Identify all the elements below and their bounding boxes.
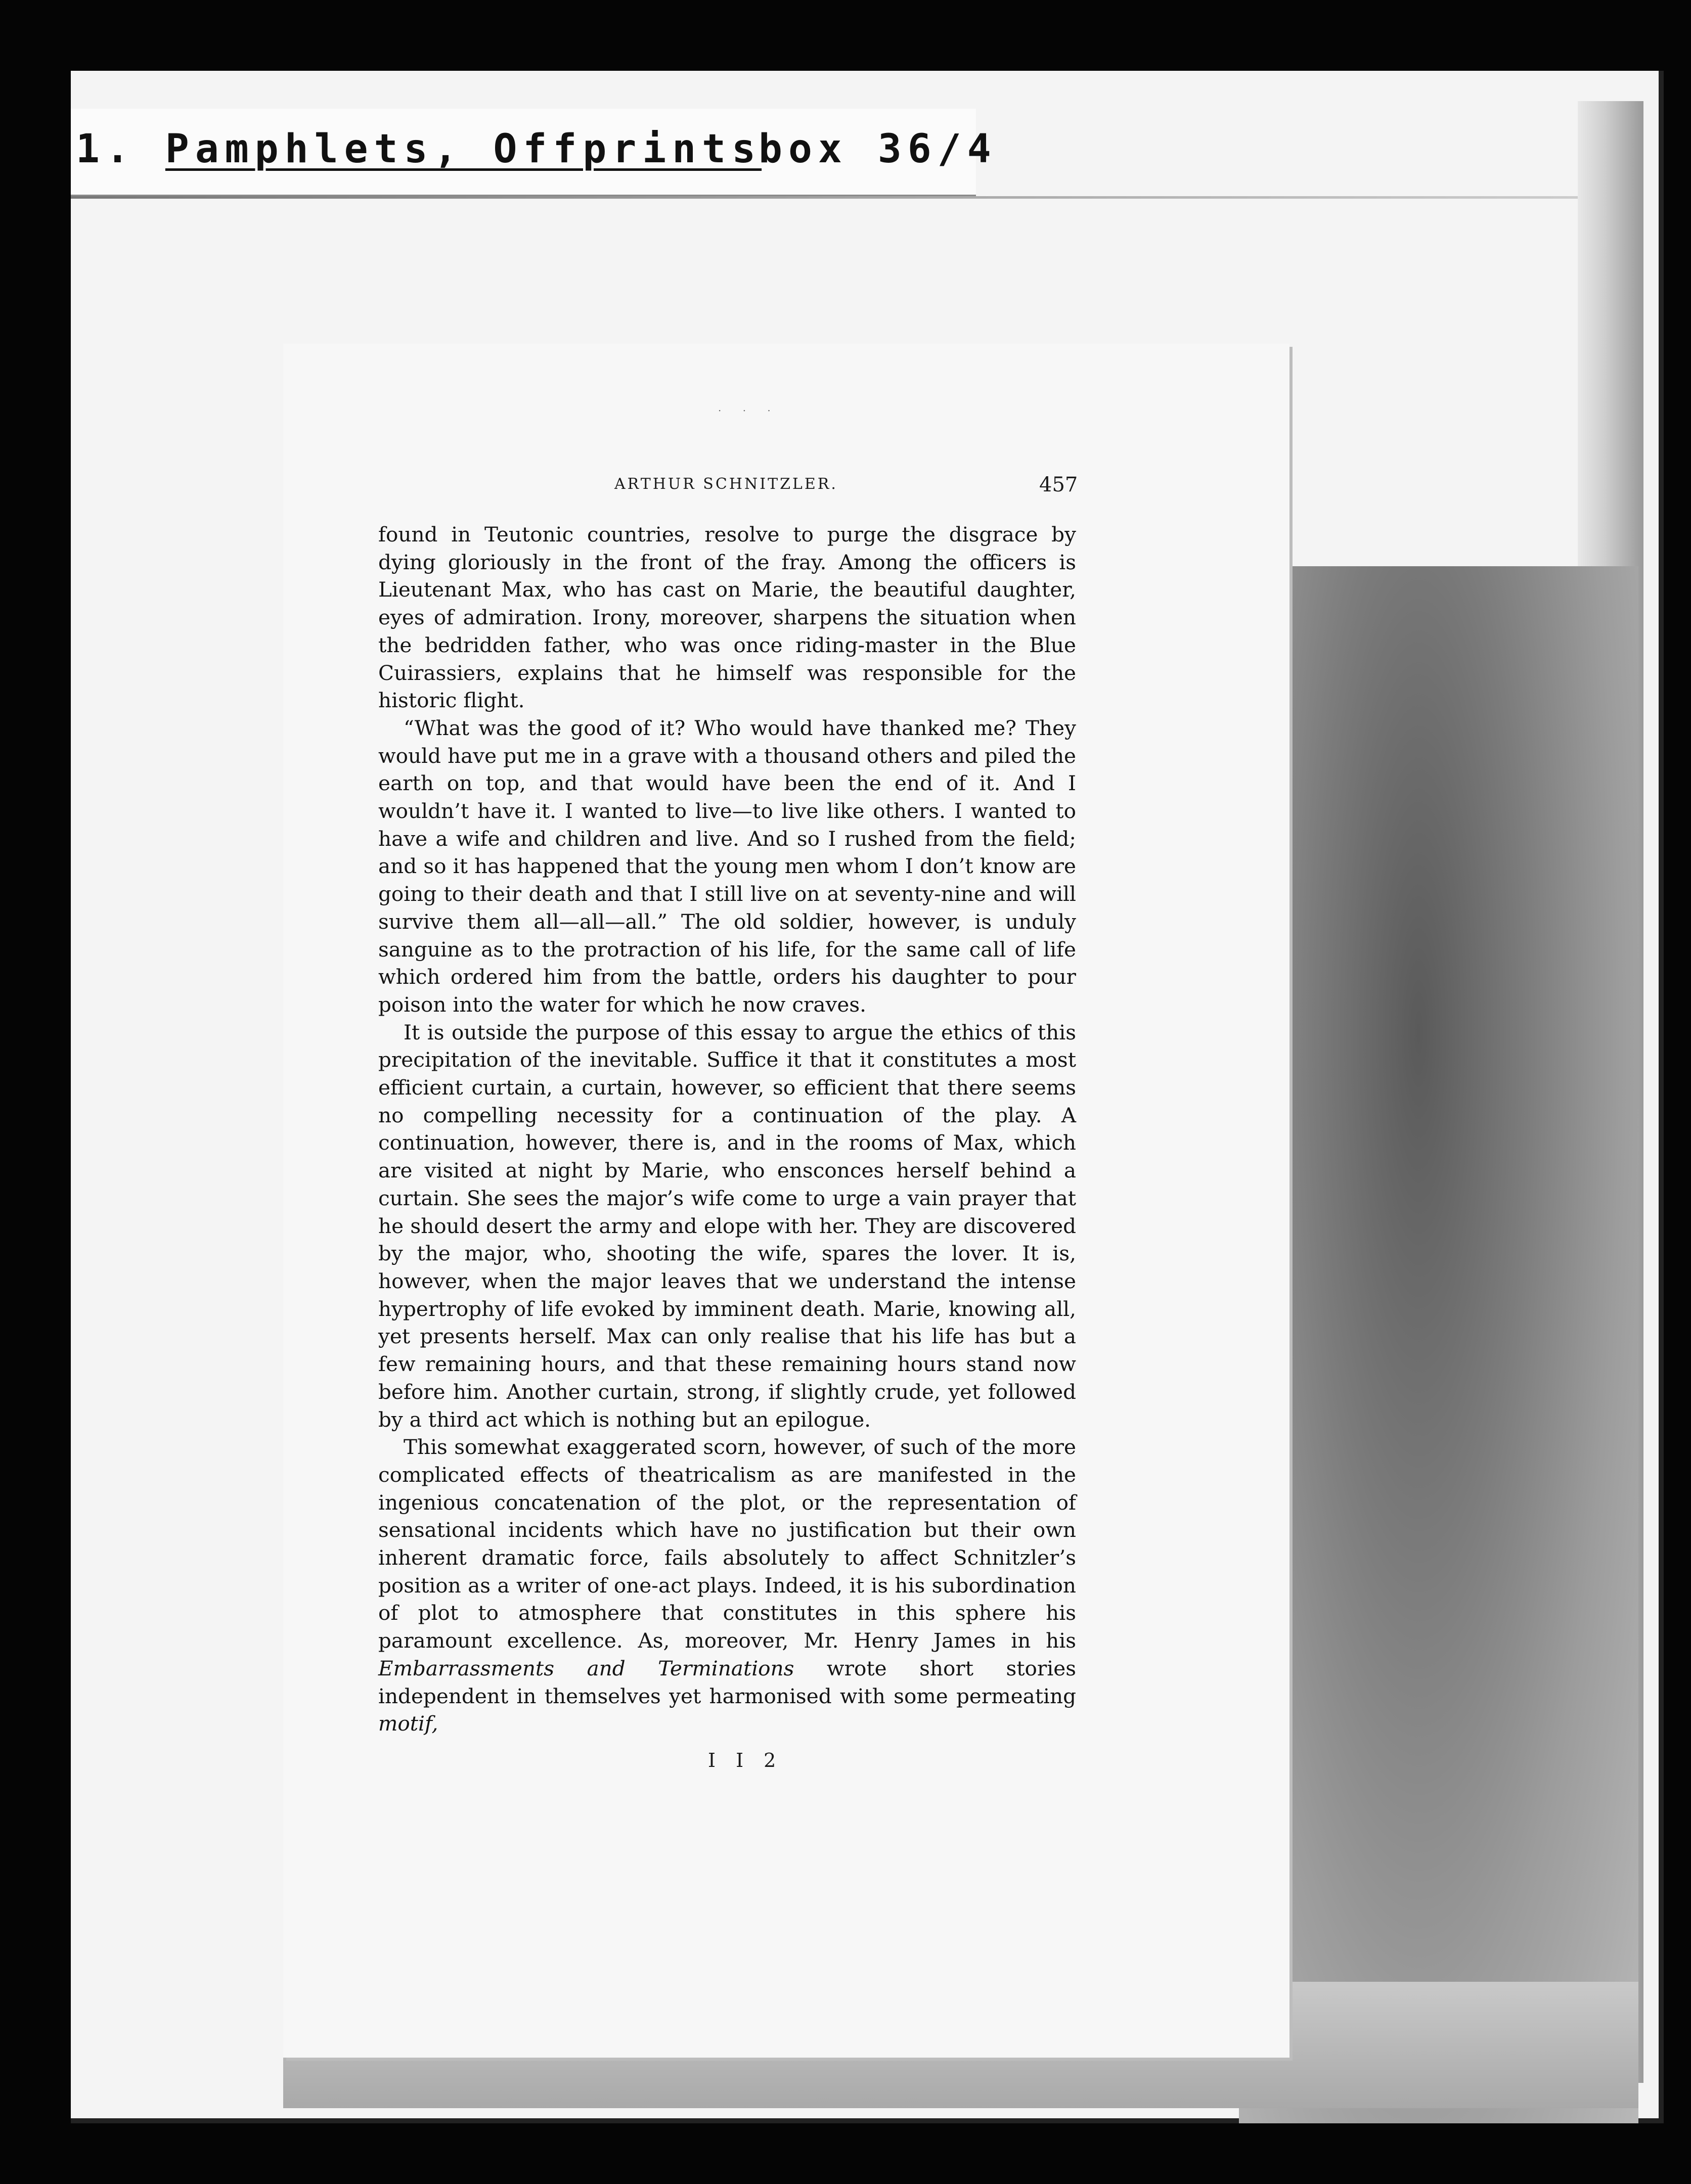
folder-label-title: Pamphlets, Offprints [165,126,762,172]
print-specks: · · · [718,404,780,417]
faint-stamp-mark [1527,905,1573,1188]
folder-label-number: 1. [76,126,136,172]
label-divider [71,196,1578,199]
paragraph: found in Teutonic countries, resolve to purge the disgrace by dying gloriously in the front of the fray. Among the officers is Lieutenant Max, who has cast on Marie, the beautiful daughter, eyes of admiration. Irony, moreover, sharpens the situation when the bedridden father, who was once riding-master in the Blue Cuirassiers, explains that he himself was responsible for the historic flight. [378,522,1076,713]
paragraph: It is outside the purpose of this essay to argue the ethics of this precipitation of the inevitable. Suffice it that it constitutes a most efficient curtain, a curtain, however, so efficient that there seems no compelling necessity for a continuation of the play. A continuation, however, there is, and in the rooms of Max, which are visited at night by Marie, who ensconces herself behind a curtain. She sees the major’s wife come to urge a vain prayer that he should desert the army and elope with her. They are discovered by the major, who, shooting the wife, spares the lover. It is, however, when the major leaves that we understand the intense hypertrophy of life evoked by imminent death. Marie, knowing all, yet presents herself. Max can only realise that his life has but a few remaining hours, and that these remaining hours stand now before him. Another curtain, strong, if slightly crude, yet followed by a third act which is nothing but an epilogue. [378,1020,1076,1432]
running-head: ARTHUR SCHNITZLER. [614,475,838,493]
folder-label [76,126,762,172]
body-text [378,521,1076,1738]
italic-word: motif, [378,1711,438,1736]
paragraph-text: This somewhat exaggerated scorn, however, of such of the more complicated effects of theatricalism as are manifested in the ingenious concatenation of the plot, or the representation of sensational incidents which have no justification but their own inherent dramatic force, fails absolutely to affect Schnitzler’s position as a writer of one-act plays. Indeed, it is his subordination of plot to atmosphere that constitutes in this sphere his paramount excellence. As, moreover, Mr. Henry James in his [378,1435,1076,1653]
paragraph-tail: wrote short stories independent in themselves yet harmonised with some permeating [378,1656,1076,1708]
printer-signature: I I 2 [708,1749,783,1771]
italic-book-title: Embarrassments and Terminations [378,1656,794,1680]
backing-shadow [1239,566,1638,2123]
folder-label-box: box 36/4 [759,126,997,172]
paragraph: “What was the good of it? Who would have thanked me? They would have put me in a grave with a thousand others and piled the earth on top, and that would have been the end of it. And I wouldn’t have it. I wanted to live—to live like others. I wanted to have a wife and children and live. And so I rushed from the field; and so it has happened that the young men whom I don’t know are going to their death and that I still live on at seventy-nine and will survive them all—all—all.” The old soldier, however, is unduly sanguine as to the protraction of his life, for the same call of life which ordered him from the battle, orders his daughter to pour poison into the water for which he now craves. [378,715,1076,1017]
paragraph [378,1433,1076,1738]
page-number: 457 [1039,473,1078,496]
